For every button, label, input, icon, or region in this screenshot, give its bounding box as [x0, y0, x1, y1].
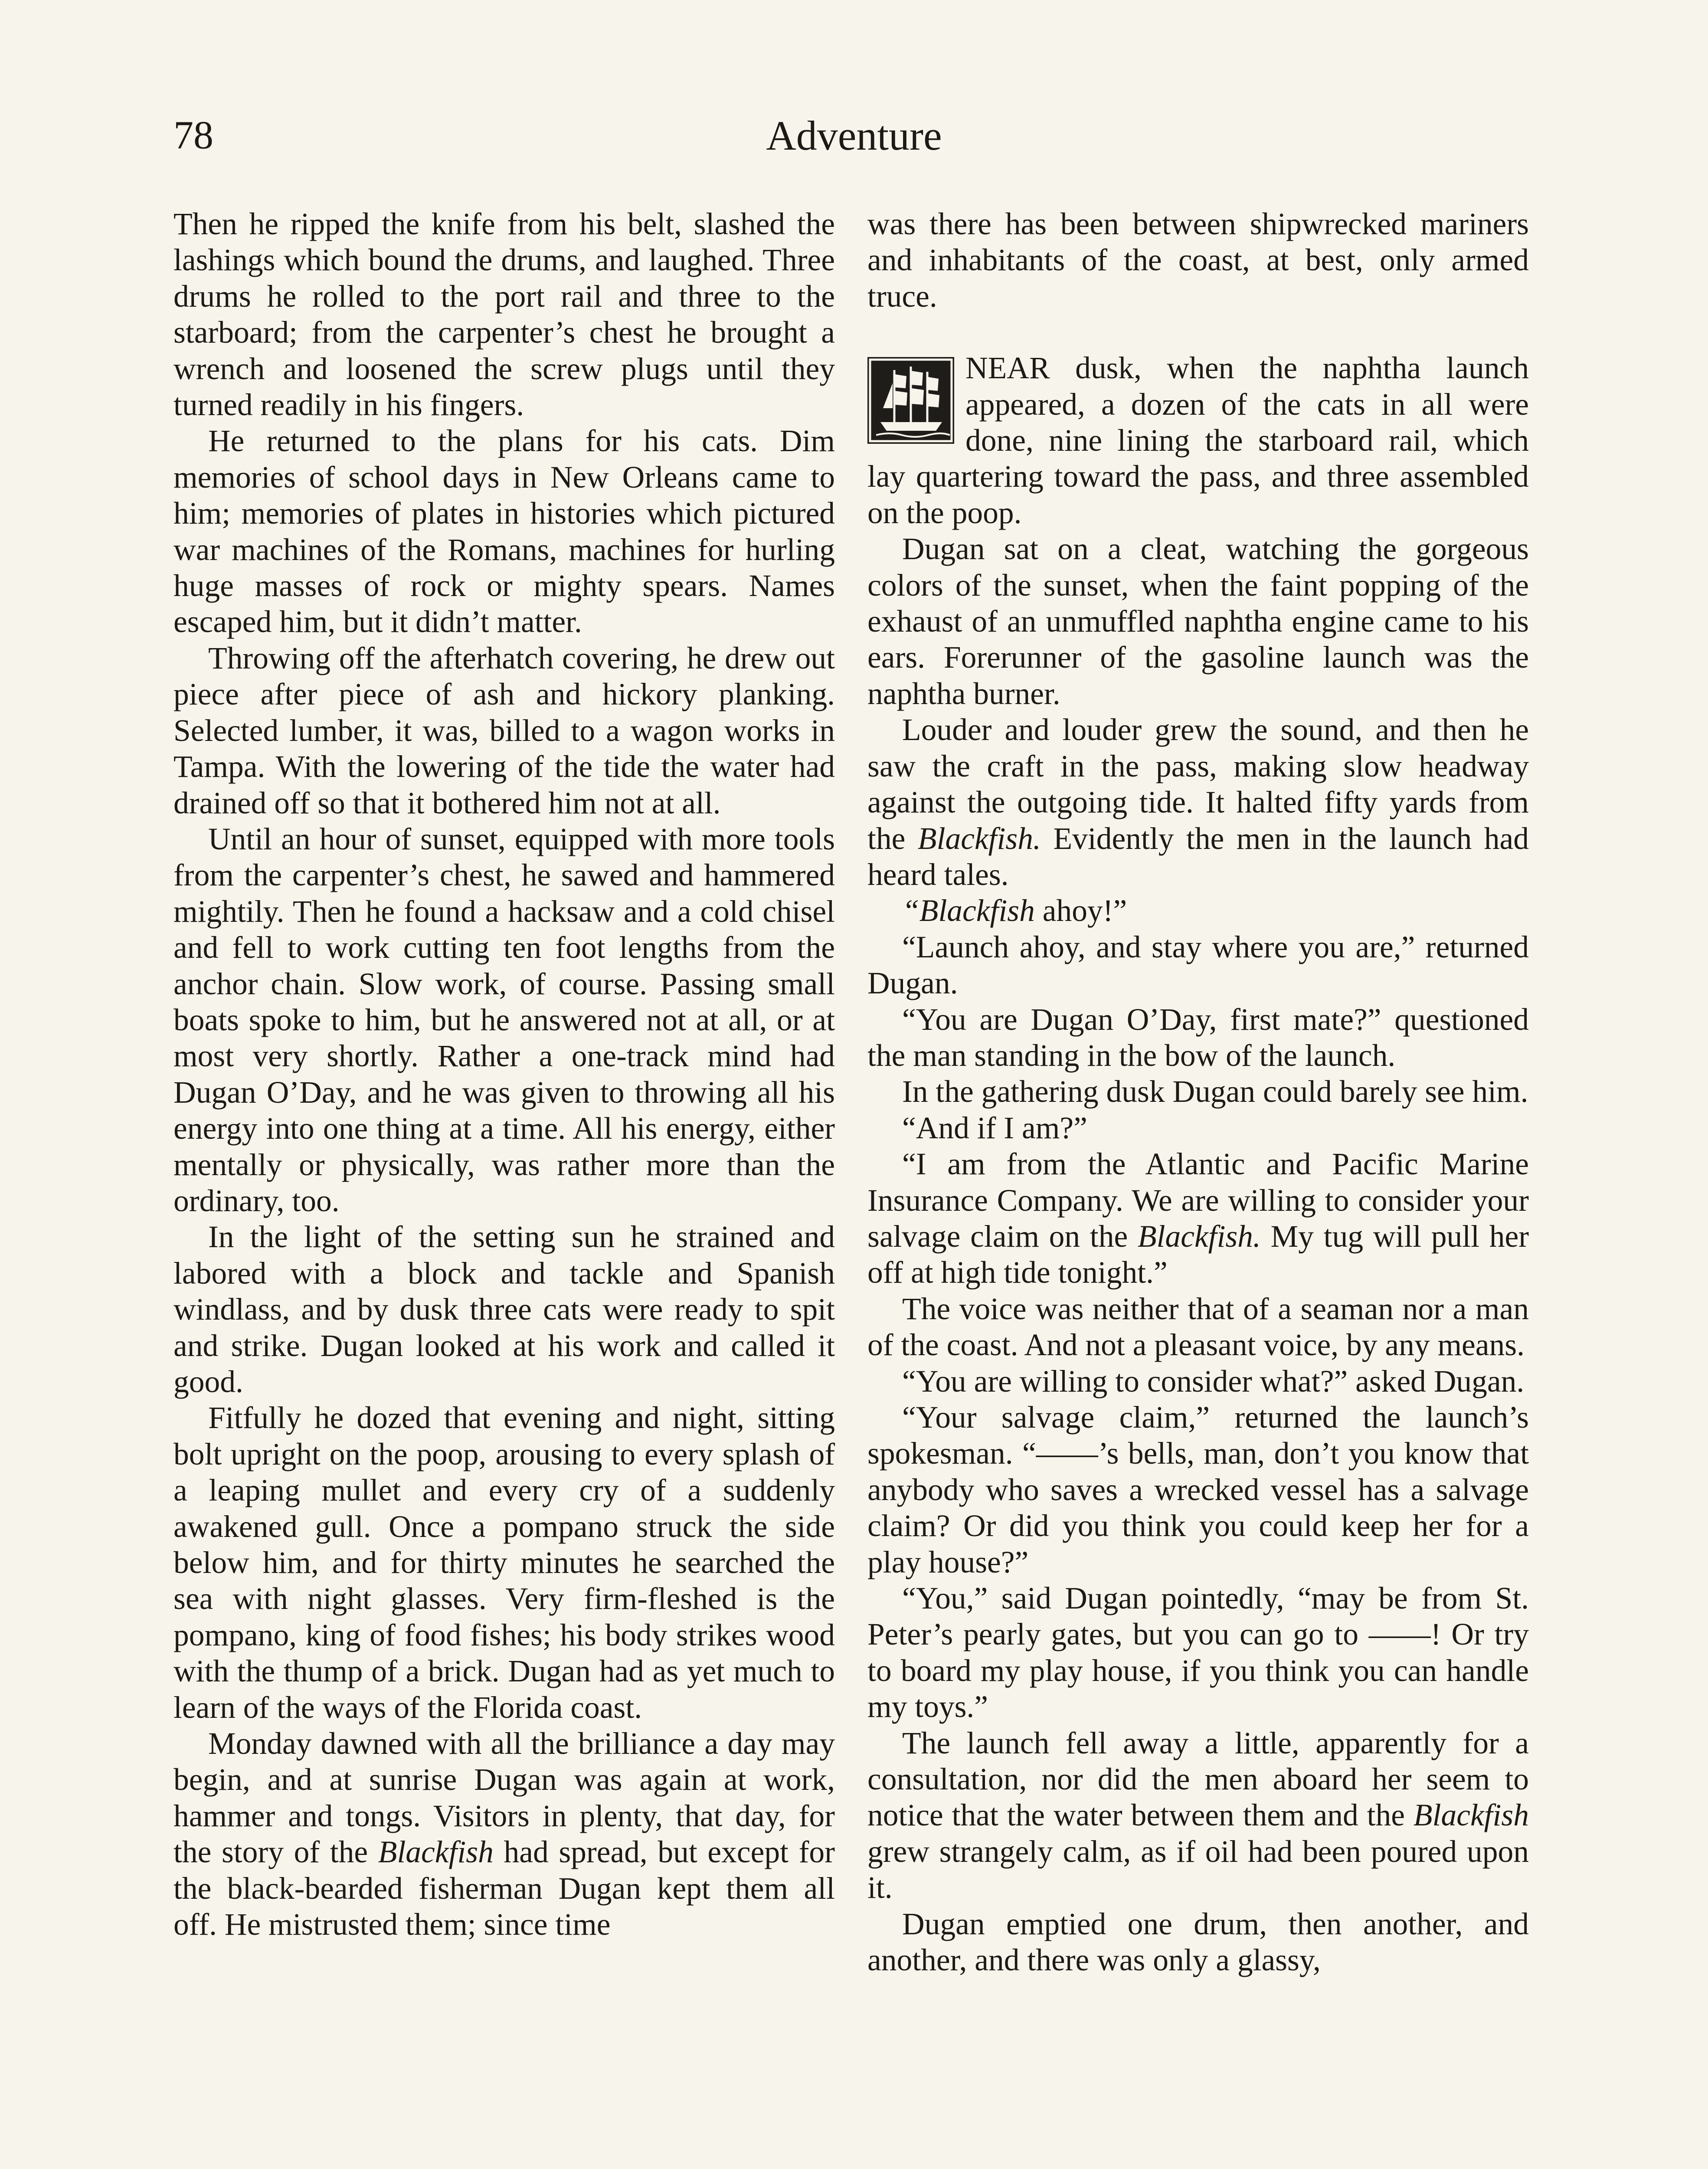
- left-column: [173, 206, 835, 1943]
- ship-name: “Blackfish: [902, 894, 1035, 928]
- ship-name: Blackfish: [378, 1835, 494, 1870]
- running-head: Adventure: [766, 112, 942, 159]
- text-run: ahoy!”: [1042, 894, 1127, 928]
- text-run: The launch fell away a little, apparently for a consultation, nor did the men aboard her seem to notice that the water between them and the: [867, 1726, 1529, 1833]
- ship-name: Blackfish.: [1137, 1219, 1261, 1254]
- paragraph: [867, 1725, 1529, 1906]
- text-run: grew strangely calm, as if oil had been poured upon it.: [867, 1834, 1529, 1905]
- paragraph: [173, 1726, 835, 1943]
- paragraph: “You,” said Dugan pointedly, “may be from St. Peter’s pearly gates, but you can go to ——! Or try to board my play house, if you think you can handle my toys.”: [867, 1581, 1529, 1724]
- sailing-ship-icon: [867, 357, 954, 444]
- paragraph: “And if I am?”: [902, 1111, 1087, 1145]
- ship-name: Blackfish: [1413, 1798, 1529, 1833]
- text-run: Monday dawned with all the brilliance a day may begin, and at sunrise Dugan was again at work, hammer and tongs. Visitors in plenty, that day, for the story of the: [173, 1727, 835, 1870]
- paragraph: In the light of the setting sun he strained and labored with a block and tackle and Spanish windlass, and by dusk three cats were ready to spit and strike. Dugan looked at his work and called it good.: [173, 1220, 835, 1399]
- paragraph: [867, 893, 1529, 929]
- paragraph: “You are willing to consider what?” asked Dugan.: [902, 1364, 1525, 1399]
- text-run: NEAR dusk, when the naphtha launch appeared, a dozen of the cats in all were done, nine lining the starboard rail, which lay quartering toward the pass, and three assembled on the poop.: [867, 351, 1529, 530]
- paragraph: [867, 712, 1529, 893]
- paragraph: He returned to the plans for his cats. Dim memories of school days in New Orleans came to him; memories of plates in histories which pictured war machines of the Romans, machines for hurling huge masses of rock or mighty spears. Names escaped him, but it didn’t matter.: [173, 424, 835, 639]
- paragraph: Dugan emptied one drum, then another, and another, and there was only a glassy,: [867, 1907, 1529, 1978]
- paragraph: “Launch ahoy, and stay where you are,” returned Dugan.: [867, 930, 1529, 1001]
- paragraph: In the gathering dusk Dugan could barely see him.: [902, 1075, 1528, 1109]
- paragraph: Until an hour of sunset, equipped with more tools from the carpenter’s chest, he sawed and hammered mightily. Then he found a hacksaw and a cold chisel and fell to work cutting ten foot lengths from the anchor chain. Slow work, of course. Passing small boats spoke to him, but he answered not at all, or at most very shortly. Rather a one-track mind had Dugan O’Day, and he was given to throwing all his energy into one thing at a time. All his energy, either mentally or physically, was rather more than the ordinary, too.: [173, 822, 835, 1218]
- page-number: 78: [173, 113, 213, 157]
- paragraph: was there has been between shipwrecked mariners and inhabitants of the coast, at best, only armed truce.: [867, 207, 1529, 314]
- text-run: Evidently the men in the launch had heard tales.: [867, 821, 1529, 892]
- paragraph: Throwing off the afterhatch covering, he drew out piece after piece of ash and hickory planking. Selected lumber, it was, billed to a wagon works in Tampa. With the lowering of the tide the water had drained off so that it bothered him not at all.: [173, 641, 835, 820]
- paragraph: Then he ripped the knife from his belt, slashed the lashings which bound the drums, and laughed. Three drums he rolled to the port rail and three to the starboard; from the carpenter’s chest he brought a wrench and loosened the screw plugs until they turned readily in his fingers.: [173, 207, 835, 423]
- text-run: Louder and louder grew the sound, and then he saw the craft in the pass, making slow headway against the outgoing tide. It halted fifty yards from the: [867, 713, 1529, 856]
- text-run: My tug will pull her off at high tide tonight.”: [867, 1219, 1529, 1290]
- paragraph: “Your salvage claim,” returned the launch’s spokesman. “——’s bells, man, don’t you know that anybody who saves a wrecked vessel has a salvage claim? Or did you think you could keep her for a play house?”: [867, 1400, 1529, 1579]
- right-column: [867, 206, 1529, 1979]
- text-run: had spread, but except for the black-bearded fisherman Dugan kept them all off. He mistrusted them; since time: [173, 1835, 835, 1942]
- paragraph: Dugan sat on a cleat, watching the gorgeous colors of the sunset, when the faint popping of the exhaust of an unmuffled naphtha engine came to his ears. Forerunner of the gasoline launch was the naphtha burner.: [867, 532, 1529, 711]
- paragraph: “You are Dugan O’Day, first mate?” questioned the man standing in the bow of the launch.: [867, 1002, 1529, 1073]
- paragraph: [867, 1146, 1529, 1291]
- paragraph: The voice was neither that of a seaman nor a man of the coast. And not a pleasant voice, by any means.: [867, 1291, 1529, 1363]
- ship-name: Blackfish.: [917, 821, 1041, 856]
- paragraph: Fitfully he dozed that evening and night, sitting bolt upright on the poop, arousing to every splash of a leaping mullet and every cry of a suddenly awakened gull. Once a pompano struck the side below him, and for thirty minutes he searched the sea with night glasses. Very firm-fleshed is the pompano, king of food fishes; his body strikes wood with the thump of a brick. Dugan had as yet much to learn of the ways of the Florida coast.: [173, 1401, 835, 1725]
- section-opening-paragraph: [867, 350, 1529, 531]
- text-run: “I am from the Atlantic and Pacific Marine Insurance Company. We are willing to consider your salvage claim on the: [867, 1147, 1529, 1254]
